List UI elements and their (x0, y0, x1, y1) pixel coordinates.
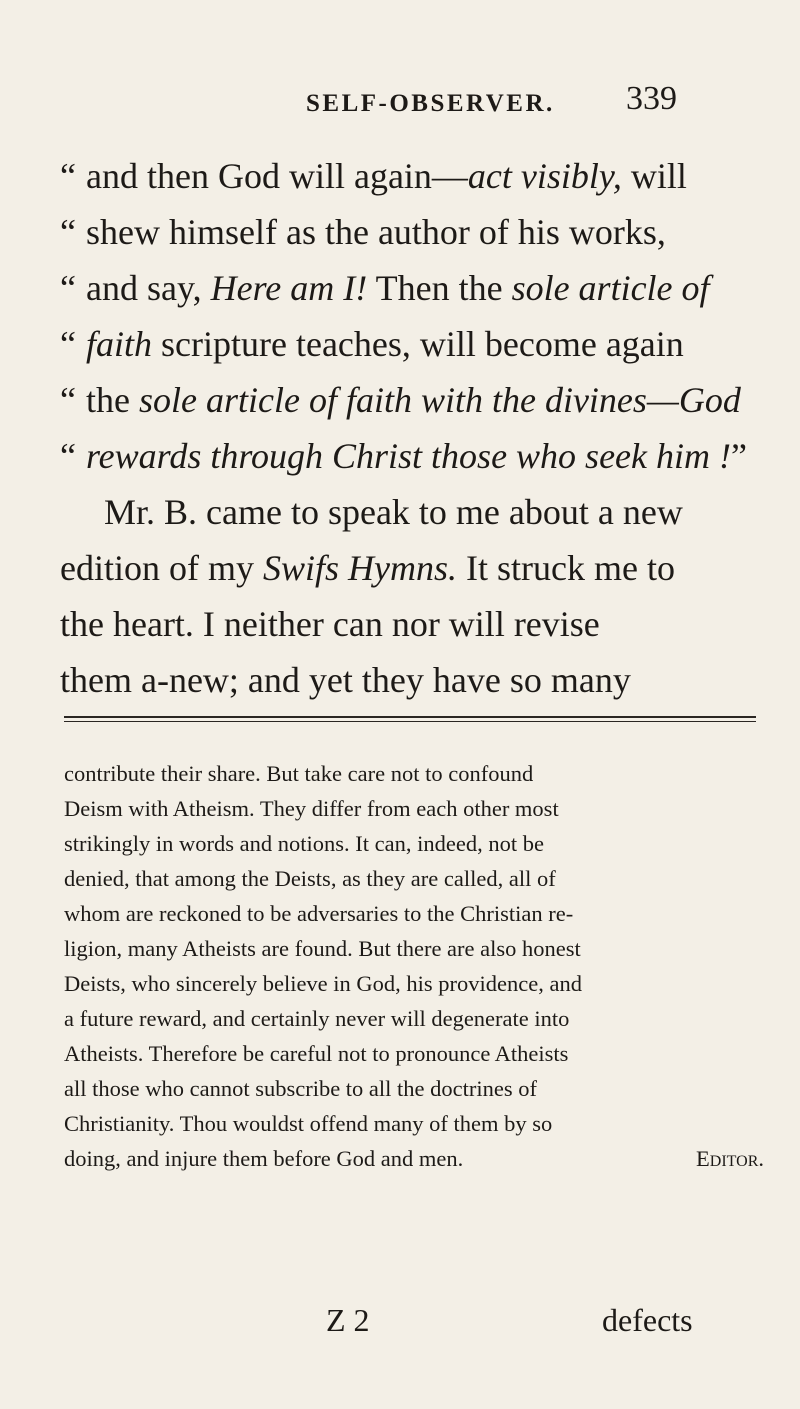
text-line (60, 540, 760, 596)
text-line (60, 372, 760, 428)
text-span: shew himself as the author of his works, (86, 212, 666, 252)
text-span: will (621, 156, 687, 196)
running-head (0, 78, 800, 138)
italic-span: Here am I! (210, 268, 368, 308)
divider (64, 716, 756, 722)
footnote-line: ligion, many Atheists are found. But there are also honest (64, 936, 581, 961)
text-span: It struck me to (457, 548, 675, 588)
quote-mark: “ (60, 324, 76, 364)
text-span: and then God will again— (86, 156, 468, 196)
text-span: and say, (86, 268, 211, 308)
text-span: Then the (367, 268, 512, 308)
text-line (60, 260, 760, 316)
italic-span: act visibly, (467, 156, 622, 196)
footnote-line: contribute their share. But take care not to confound (64, 761, 534, 786)
page-number: 339 (626, 80, 677, 117)
quote-mark: “ (60, 380, 76, 420)
footnote-line (64, 1141, 764, 1176)
running-title: SELF-OBSERVER. (306, 90, 555, 117)
quote-mark: “ (60, 156, 76, 196)
text-line (60, 204, 760, 260)
text-span: the heart. I neither can nor will revise (60, 604, 600, 644)
italic-span: rewards through Christ those who seek him ! (86, 436, 731, 476)
footnote-line: Deists, who sincerely believe in God, his providence, and (64, 971, 582, 996)
catchword: defects (602, 1302, 693, 1338)
footnote-line: strikingly in words and notions. It can, indeed, not be (64, 831, 544, 856)
quote-mark: “ (60, 436, 76, 476)
quote-mark: “ (60, 212, 76, 252)
text-line (60, 316, 760, 372)
signature-mark: Z 2 (326, 1302, 370, 1338)
italic-span: sole article of faith with the divines—God (138, 380, 741, 420)
footnote-line: all those who cannot subscribe to all the doctrines of (64, 1076, 538, 1101)
footnote-line: whom are reckoned to be adversaries to the Christian re- (64, 901, 574, 926)
quote-mark: “ (60, 268, 76, 308)
footnote-line: Christianity. Thou wouldst offend many of them by so (64, 1111, 553, 1136)
text-line (60, 148, 760, 204)
italic-span: faith (86, 324, 153, 364)
page-footer (0, 1302, 800, 1352)
footnote (64, 756, 764, 1176)
text-span: doing, and injure them before God and men. (64, 1146, 464, 1171)
text-span: Mr. B. came to speak to me about a new (104, 492, 683, 532)
italic-span: Swifs Hymns. (262, 548, 457, 588)
text-line (60, 428, 760, 484)
main-text (60, 148, 760, 708)
footnote-rule (64, 716, 756, 722)
italic-span: sole article of (511, 268, 710, 308)
text-line (60, 596, 760, 652)
text-line (60, 652, 760, 708)
text-span: scripture teaches, will become again (152, 324, 684, 364)
footnote-line: denied, that among the Deists, as they are called, all of (64, 866, 556, 891)
text-span: the (86, 380, 139, 420)
text-span: edition of my (60, 548, 263, 588)
footnote-line: Atheists. Therefore be careful not to pronounce Atheists (64, 1041, 569, 1066)
quote-mark: ” (731, 436, 747, 476)
text-line (60, 484, 760, 540)
footnote-line: Deism with Atheism. They differ from each other most (64, 796, 559, 821)
text-span: them a-new; and yet they have so many (60, 660, 631, 700)
footnote-signature: Editor. (696, 1146, 764, 1171)
footnote-line: a future reward, and certainly never will degenerate into (64, 1006, 570, 1031)
